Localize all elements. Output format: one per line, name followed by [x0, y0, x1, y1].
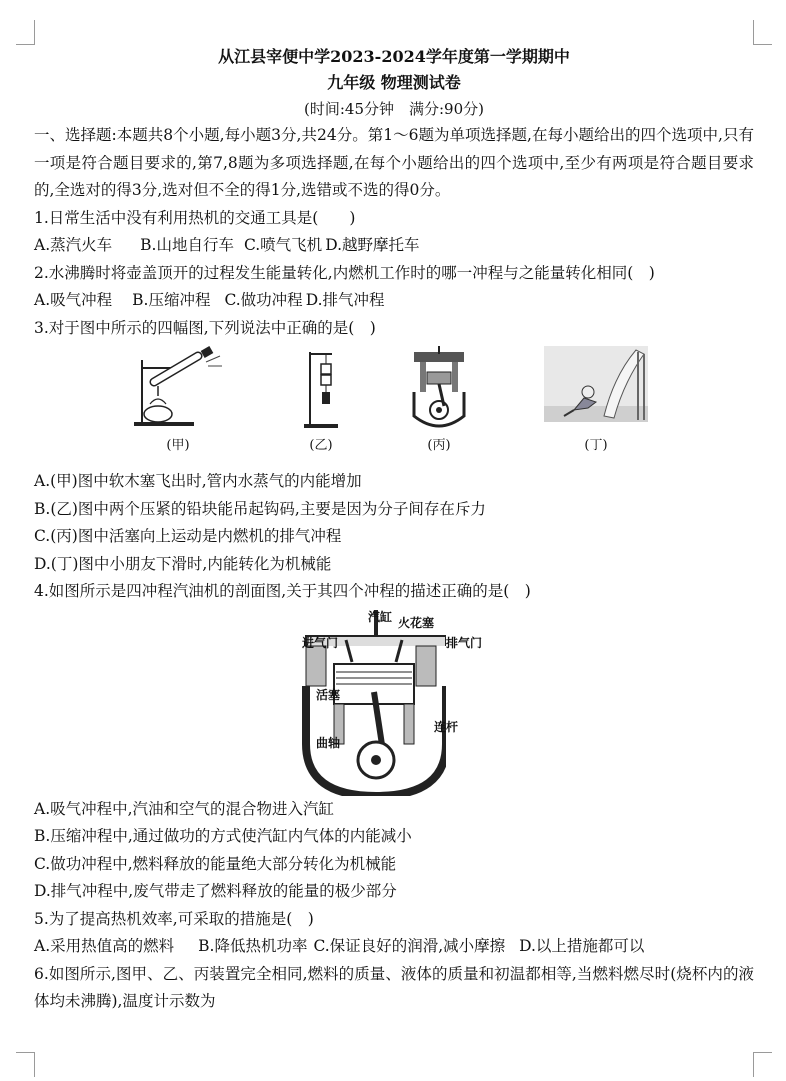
label-crankshaft: 曲轴: [316, 735, 341, 750]
corner-mark-bottom-right: [753, 1052, 772, 1077]
figure-jia-label: (甲): [166, 438, 190, 453]
q4-option-a: A.吸气冲程中,汽油和空气的混合物进入汽缸: [34, 799, 335, 818]
q3-option-b: B.(乙)图中两个压紧的铅块能吊起钩码,主要是因为分子间存在斥力: [34, 499, 486, 518]
exam-subtitle: 九年级 物理测试卷: [327, 73, 461, 92]
q4-option-c: C.做功冲程中,燃料释放的能量绝大部分转化为机械能: [34, 854, 397, 873]
q4-stem: 4.如图所示是四冲程汽油机的剖面图,关于其四个冲程的描述正确的是( ): [34, 582, 531, 600]
q5-stem: 5.为了提高热机效率,可采取的措施是( ): [34, 909, 314, 928]
engine-cylinder-illustration: [404, 346, 474, 430]
label-connecting-rod: 连杆: [434, 719, 459, 734]
q2-option-a: A.吸气冲程: [34, 291, 113, 309]
child-on-slide-illustration: [544, 346, 648, 430]
q2-option-b: B.压缩冲程: [132, 291, 211, 309]
figure-ding: [544, 346, 648, 453]
label-spark-plug: 火花塞: [398, 615, 435, 630]
label-intake-valve: 进气门: [302, 635, 339, 650]
q6-stem: 6.如图所示,图甲、乙、丙装置完全相同,燃料的质量、液体的质量和初温都相等,当燃料燃尽时(烧杯内的液体均未沸腾),温度计示数为: [34, 964, 754, 1010]
label-piston: 活塞: [316, 687, 341, 702]
lead-blocks-illustration: [296, 346, 346, 430]
q1-option-a: A.蒸汽火车: [34, 236, 113, 254]
q4-engine-diagram: [34, 610, 754, 796]
q5-option-b: B.降低热机功率: [198, 937, 308, 955]
q3-stem: 3.对于图中所示的四幅图,下列说法中正确的是( ): [34, 318, 376, 337]
q3-option-a: A.(甲)图中软木塞飞出时,管内水蒸气的内能增加: [34, 472, 362, 490]
section-instructions: 一、选择题:本题共8个小题,每小题3分,共24分。第1～6题为单项选择题,在每小题给出的四个选项中,只有一项是符合题目要求的,第7,8题为多项选择题,在每个小题给出的四个选项中,至少有两项是符合题目要求的,全选对的得3分,选对但不全的得1分,选错或不选的得0分。: [34, 126, 754, 199]
q2-option-d: D.排气冲程: [305, 291, 385, 309]
q1-option-b: B.山地自行车: [140, 236, 234, 254]
corner-mark-top-left: [16, 20, 35, 45]
figure-bing-label: (丙): [427, 438, 451, 453]
figure-yi: [296, 346, 346, 453]
q5-options: [34, 933, 754, 961]
q1-option-d: D.越野摩托车: [325, 236, 420, 254]
figure-yi-label: (乙): [309, 438, 333, 453]
q1-options: [34, 232, 754, 260]
exam-title: 从江县宰便中学2023-2024学年度第一学期期中: [218, 47, 570, 66]
q2-option-c: C.做功冲程: [224, 291, 303, 309]
figure-bing: [404, 346, 474, 453]
q3-figures: [34, 346, 754, 466]
exam-time-info: (时间:45分钟 满分:90分): [304, 100, 484, 118]
q2-stem: 2.水沸腾时将壶盖顶开的过程发生能量转化,内燃机工作时的哪一冲程与之能量转化相同( ): [34, 263, 655, 282]
q1-stem: 1.日常生活中没有利用热机的交通工具是( ): [34, 208, 356, 227]
figure-jia: [128, 346, 228, 453]
figure-ding-label: (丁): [584, 438, 608, 453]
q5-option-d: D.以上措施都可以: [519, 937, 645, 955]
corner-mark-bottom-left: [16, 1052, 35, 1077]
q5-option-a: A.采用热值高的燃料: [34, 937, 175, 955]
exam-page: [34, 44, 754, 1016]
q4-option-b: B.压缩冲程中,通过做功的方式使汽缸内气体的内能减小: [34, 827, 412, 845]
q2-options: [34, 287, 754, 315]
q4-option-d: D.排气冲程中,废气带走了燃料释放的能量的极少部分: [34, 882, 397, 900]
q3-option-c: C.(丙)图中活塞向上运动是内燃机的排气冲程: [34, 527, 342, 545]
label-exhaust-valve: 排气门: [446, 635, 483, 650]
corner-mark-top-right: [753, 20, 772, 45]
q5-option-c: C.保证良好的润滑,减小摩擦: [313, 937, 506, 955]
label-cylinder: 汽缸: [368, 609, 393, 624]
q3-option-d: D.(丁)图中小朋友下滑时,内能转化为机械能: [34, 554, 332, 573]
q1-option-c: C.喷气飞机: [243, 236, 323, 254]
test-tube-cork-illustration: [128, 346, 228, 430]
